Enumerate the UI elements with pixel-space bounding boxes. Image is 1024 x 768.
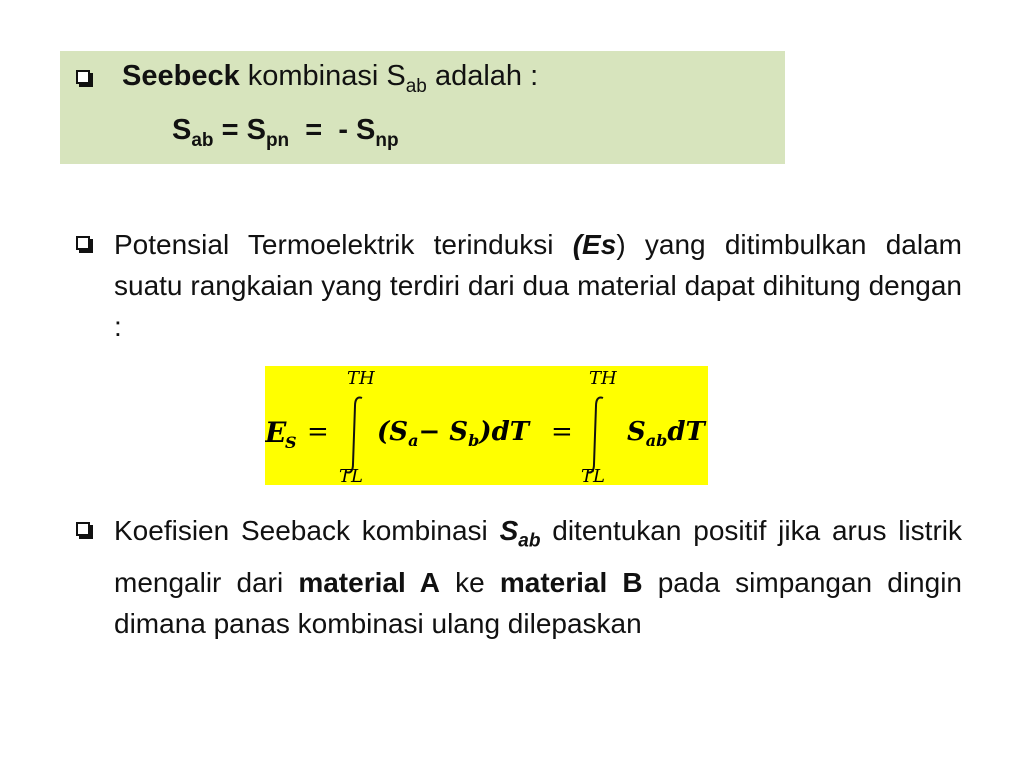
lower-limit-1: TL: [339, 466, 363, 485]
integrand-1: $(S_a- S_b)dT$: [377, 417, 530, 450]
para-text: ): [616, 229, 626, 260]
upper-limit-1: TH: [347, 368, 375, 389]
integrand-2: $S_{ab}dT$: [627, 417, 705, 450]
paragraph-potensial: [114, 224, 962, 347]
checkbox-bullet-icon: [76, 236, 90, 250]
integral-sign-1: [346, 397, 362, 472]
formula-es: E: [265, 416, 287, 449]
paragraph-koefisien: [114, 510, 962, 644]
es-symbol: (Es: [572, 229, 617, 260]
para-text: yang ditimbulkan dalam suatu rangkaian yang terdiri dari dua material dapat dihitung dengan :: [114, 229, 962, 342]
s-sub-ab: ab: [518, 530, 541, 552]
subscript-ab: ab: [405, 75, 427, 97]
seebeck-definition: [122, 60, 538, 98]
eq-sub-ab: ab: [191, 129, 214, 151]
seebeck-term: Seebeck: [122, 60, 240, 92]
para-text: pada simpangan dingin dimana panas kombinasi ulang dilepaskan: [114, 566, 962, 639]
seebeck-equation: [172, 114, 399, 152]
definition-end: adalah :: [434, 60, 539, 92]
integral-sign-2: [587, 397, 603, 472]
para-text: Koefisien Seeback kombinasi: [114, 515, 500, 546]
eq-part: = S: [213, 114, 266, 146]
integral-formula: [265, 366, 708, 485]
material-a: material A: [298, 566, 441, 598]
equals-sign-2: =: [551, 417, 573, 447]
s-symbol: S: [499, 515, 519, 546]
checkbox-bullet-icon: [76, 70, 90, 84]
para-text: ke: [440, 566, 500, 598]
formula-box: [265, 366, 708, 485]
equals-sign: =: [307, 417, 329, 447]
checkbox-bullet-icon: [76, 522, 90, 536]
lower-limit-2: TL: [581, 466, 605, 485]
eq-s: S: [172, 114, 192, 146]
material-b: material B: [499, 566, 643, 598]
eq-sub-pn: pn: [265, 129, 290, 151]
para-text: Potensial Termoelektrik terinduksi: [114, 229, 573, 260]
formula-es-sub: S: [285, 433, 297, 452]
definition-text: kombinasi S: [247, 60, 406, 92]
upper-limit-2: TH: [589, 368, 617, 389]
eq-sub-np: np: [375, 129, 399, 151]
para-text: ditentukan positif jika arus listrik mengalir dari: [114, 515, 962, 598]
eq-part: = - S: [289, 114, 376, 146]
